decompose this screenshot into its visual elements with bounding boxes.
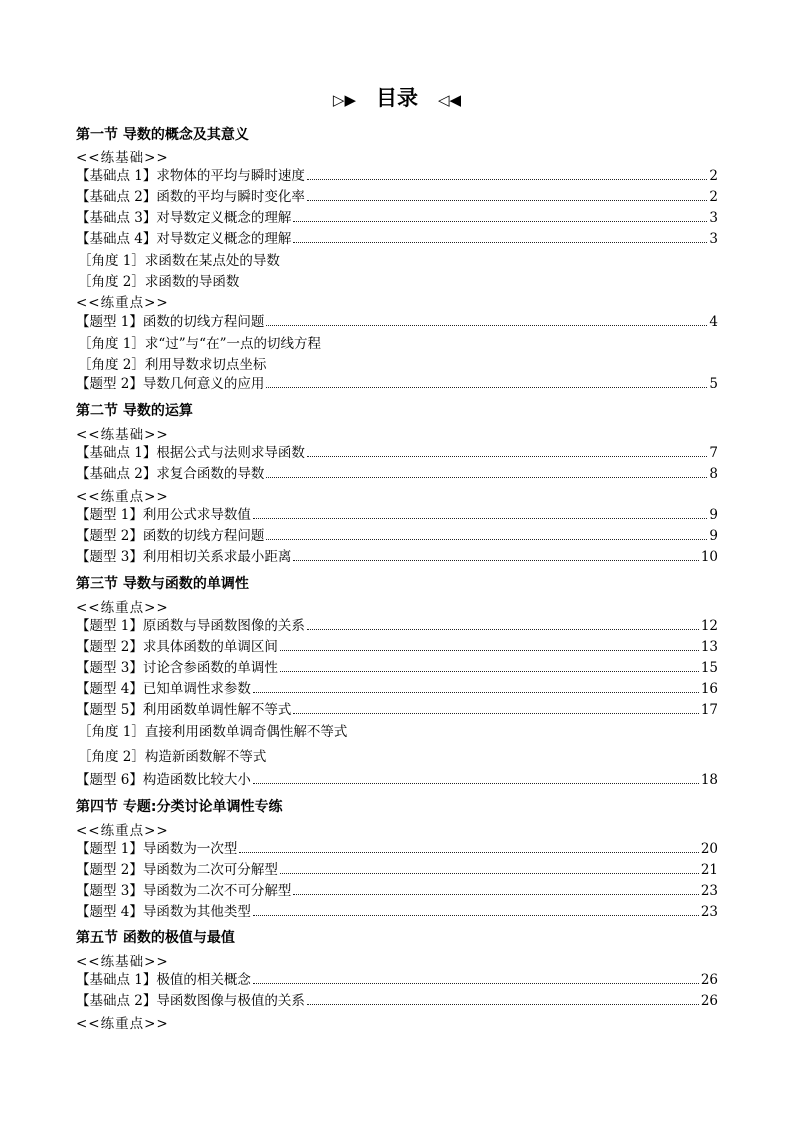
left-triangle-icon: ◁◀ bbox=[438, 91, 462, 109]
dot-leader bbox=[266, 477, 707, 478]
dot-leader bbox=[307, 456, 708, 457]
toc-entry-text: 【题型 4】已知单调性求参数 bbox=[76, 681, 251, 697]
toc-entry-text: 【题型 2】函数的切线方程问题 bbox=[76, 528, 265, 544]
toc-entry-text: 【题型 2】导函数为二次可分解型 bbox=[76, 862, 278, 878]
section-heading: 第一节 导数的概念及其意义 bbox=[76, 127, 249, 143]
toc-entry-page: 3 bbox=[709, 210, 718, 226]
toc-entry-page: 8 bbox=[709, 466, 718, 482]
toc-angle-entry[interactable]: ［角度 1］求“过”与“在”一点的切线方程 bbox=[78, 336, 321, 352]
practice-basic-label: <<练基础>> bbox=[76, 150, 169, 166]
dot-leader bbox=[293, 894, 698, 895]
dot-leader bbox=[293, 560, 698, 561]
toc-entry-text: 【题型 1】导函数为一次型 bbox=[76, 841, 238, 857]
dot-leader bbox=[239, 852, 698, 853]
toc-entry[interactable] bbox=[76, 637, 718, 655]
toc-entry-page: 2 bbox=[709, 189, 718, 205]
toc-entry-page: 18 bbox=[700, 772, 718, 788]
toc-entry-text: 【题型 3】利用相切关系求最小距离 bbox=[76, 549, 292, 565]
toc-entry[interactable] bbox=[76, 658, 718, 676]
toc-angle-entry[interactable]: ［角度 1］求函数在某点处的导数 bbox=[78, 253, 280, 269]
dot-leader bbox=[253, 915, 699, 916]
toc-entry[interactable] bbox=[76, 839, 718, 857]
toc-entry-page: 13 bbox=[700, 639, 718, 655]
toc-entry-text: 【题型 2】求具体函数的单调区间 bbox=[76, 639, 278, 655]
toc-entry-text: 【题型 5】利用函数单调性解不等式 bbox=[76, 702, 292, 718]
toc-entry[interactable] bbox=[76, 374, 718, 392]
toc-entry-page: 20 bbox=[700, 841, 718, 857]
dot-leader bbox=[253, 783, 699, 784]
toc-entry-page: 23 bbox=[700, 883, 718, 899]
dot-leader bbox=[253, 518, 708, 519]
toc-angle-entry[interactable]: ［角度 2］求函数的导函数 bbox=[78, 274, 240, 290]
toc-entry-text: 【基础点 4】对导数定义概念的理解 bbox=[76, 231, 292, 247]
toc-entry-page: 3 bbox=[709, 231, 718, 247]
toc-entry-page: 26 bbox=[700, 972, 718, 988]
toc-entry-text: 【基础点 1】极值的相关概念 bbox=[76, 972, 251, 988]
toc-entry-text: 【题型 1】原函数与导函数图像的关系 bbox=[76, 618, 305, 634]
dot-leader bbox=[266, 387, 707, 388]
toc-entry-text: 【题型 6】构造函数比较大小 bbox=[76, 772, 251, 788]
practice-key-label: <<练重点>> bbox=[76, 600, 169, 616]
dot-leader bbox=[280, 671, 699, 672]
toc-entry[interactable] bbox=[76, 860, 718, 878]
toc-entry[interactable] bbox=[76, 902, 718, 920]
section-heading: 第二节 导数的运算 bbox=[76, 403, 193, 419]
toc-entry[interactable] bbox=[76, 770, 718, 788]
dot-leader bbox=[266, 539, 707, 540]
toc-entry-page: 2 bbox=[709, 168, 718, 184]
toc-entry[interactable] bbox=[76, 616, 718, 634]
toc-entry[interactable] bbox=[76, 229, 718, 247]
practice-basic-label: <<练基础>> bbox=[76, 954, 169, 970]
toc-entry[interactable] bbox=[76, 443, 718, 461]
toc-entry-page: 16 bbox=[700, 681, 718, 697]
toc-entry-page: 17 bbox=[700, 702, 718, 718]
dot-leader bbox=[307, 179, 708, 180]
practice-key-label: <<练重点>> bbox=[76, 489, 169, 505]
toc-entry-text: 【基础点 3】对导数定义概念的理解 bbox=[76, 210, 292, 226]
section-heading: 第四节 专题:分类讨论单调性专练 bbox=[76, 799, 283, 815]
toc-entry-text: 【题型 1】函数的切线方程问题 bbox=[76, 314, 265, 330]
toc-entry-page: 23 bbox=[700, 904, 718, 920]
toc-angle-entry[interactable]: ［角度 1］直接利用函数单调奇偶性解不等式 bbox=[78, 724, 348, 740]
practice-key-label: <<练重点>> bbox=[76, 295, 169, 311]
toc-entry[interactable] bbox=[76, 970, 718, 988]
toc-entry[interactable] bbox=[76, 881, 718, 899]
toc-entry-page: 7 bbox=[709, 445, 718, 461]
dot-leader bbox=[266, 325, 707, 326]
toc-entry-page: 9 bbox=[709, 528, 718, 544]
practice-key-label: <<练重点>> bbox=[76, 823, 169, 839]
dot-leader bbox=[307, 1004, 699, 1005]
toc-entry[interactable] bbox=[76, 547, 718, 565]
toc-entry[interactable] bbox=[76, 526, 718, 544]
dot-leader bbox=[307, 200, 708, 201]
toc-entry[interactable] bbox=[76, 187, 718, 205]
right-triangle-icon: ▷▶ bbox=[332, 91, 356, 109]
dot-leader bbox=[293, 221, 707, 222]
toc-entry-text: 【题型 3】导函数为二次不可分解型 bbox=[76, 883, 292, 899]
section-heading: 第三节 导数与函数的单调性 bbox=[76, 576, 249, 592]
toc-entry[interactable] bbox=[76, 166, 718, 184]
toc-entry-page: 26 bbox=[700, 993, 718, 1009]
dot-leader bbox=[280, 873, 699, 874]
dot-leader bbox=[293, 242, 707, 243]
toc-entry-page: 10 bbox=[700, 549, 718, 565]
toc-entry[interactable] bbox=[76, 312, 718, 330]
dot-leader bbox=[280, 650, 699, 651]
toc-entry[interactable] bbox=[76, 505, 718, 523]
toc-entry-text: 【基础点 2】求复合函数的导数 bbox=[76, 466, 265, 482]
dot-leader bbox=[253, 692, 699, 693]
toc-entry-text: 【基础点 2】函数的平均与瞬时变化率 bbox=[76, 189, 305, 205]
toc-entry-text: 【题型 1】利用公式求导数值 bbox=[76, 507, 251, 523]
dot-leader bbox=[293, 713, 698, 714]
toc-entry[interactable] bbox=[76, 208, 718, 226]
toc-entry-page: 12 bbox=[700, 618, 718, 634]
practice-key-label: <<练重点>> bbox=[76, 1016, 169, 1032]
toc-entry-text: 【题型 2】导数几何意义的应用 bbox=[76, 376, 265, 392]
toc-entry-text: 【基础点 1】根据公式与法则求导函数 bbox=[76, 445, 305, 461]
toc-entry[interactable] bbox=[76, 700, 718, 718]
toc-entry-page: 5 bbox=[709, 376, 718, 392]
toc-entry[interactable] bbox=[76, 464, 718, 482]
toc-entry-page: 15 bbox=[700, 660, 718, 676]
dot-leader bbox=[253, 983, 699, 984]
toc-entry-page: 9 bbox=[709, 507, 718, 523]
section-heading: 第五节 函数的极值与最值 bbox=[76, 930, 235, 946]
practice-basic-label: <<练基础>> bbox=[76, 427, 169, 443]
toc-entry[interactable] bbox=[76, 679, 718, 697]
toc-title-text: 目录 bbox=[376, 86, 418, 110]
toc-title bbox=[0, 82, 794, 112]
toc-entry-text: 【题型 3】讨论含参函数的单调性 bbox=[76, 660, 278, 676]
toc-angle-entry[interactable]: ［角度 2］构造新函数解不等式 bbox=[78, 749, 267, 765]
toc-entry-page: 4 bbox=[709, 314, 718, 330]
toc-entry-text: 【基础点 1】求物体的平均与瞬时速度 bbox=[76, 168, 305, 184]
dot-leader bbox=[307, 629, 699, 630]
toc-entry-text: 【基础点 2】导函数图像与极值的关系 bbox=[76, 993, 305, 1009]
toc-angle-entry[interactable]: ［角度 2］利用导数求切点坐标 bbox=[78, 357, 267, 373]
toc-entry-text: 【题型 4】导函数为其他类型 bbox=[76, 904, 251, 920]
toc-entry-page: 21 bbox=[700, 862, 718, 878]
toc-entry[interactable] bbox=[76, 991, 718, 1009]
